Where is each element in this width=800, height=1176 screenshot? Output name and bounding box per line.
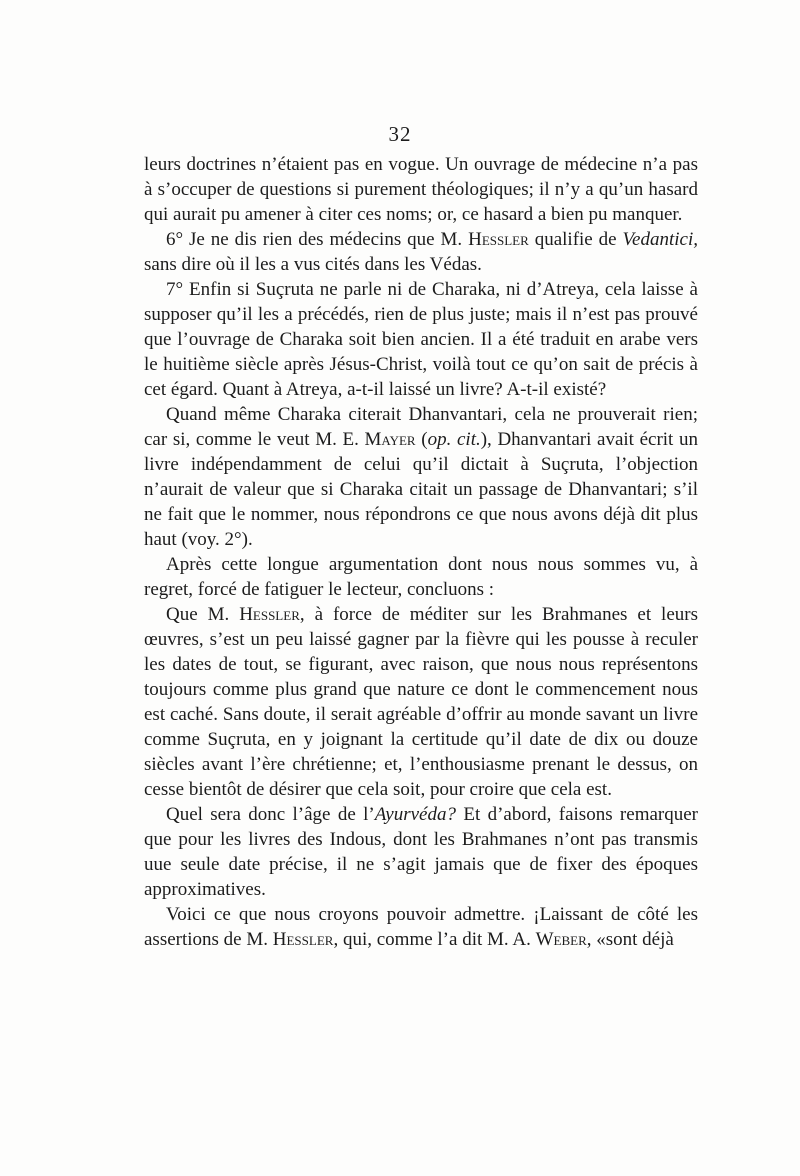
text-run: Quel sera donc l’âge de l’ — [166, 804, 375, 825]
paragraph — [144, 227, 698, 277]
author-name: Hessler — [239, 604, 300, 625]
italic-term: Ayurvéda? — [374, 804, 456, 825]
text-run: Quand même Charaka citerait Dhanvantari, cela ne prouverait rien; car si, comme le veut M. E. — [144, 404, 698, 450]
paragraph — [144, 402, 698, 552]
text-run: Et d’abord, faisons remarquer que pour les livres des Indous, dont les Brahmanes n’ont pas transmis uue seule date précise, il ne s’agit jamais que de fixer des époques approximatives. — [144, 804, 698, 900]
paragraph — [144, 552, 698, 602]
italic-term: Vedantici, — [622, 229, 698, 250]
paragraph — [144, 152, 698, 227]
text-run: leurs doctrines n’étaient pas en vogue. Un ouvrage de médecine n’a pas à s’occuper de questions si purement théologiques; il n’y a qu’un hasard qui aurait pu amener à citer ces noms; or, ce hasard a bien pu manquer. — [144, 154, 698, 225]
author-name: Hessler — [468, 229, 529, 250]
author-name: Weber — [535, 929, 587, 950]
paragraph — [144, 602, 698, 802]
text-run: 6° Je ne dis rien des médecins que M. — [166, 229, 469, 250]
author-name: Mayer — [364, 429, 416, 450]
page-number: 32 — [388, 122, 412, 146]
text-run: qualifie de — [528, 229, 623, 250]
italic-term: op. cit. — [427, 429, 481, 450]
text-run: ( — [415, 429, 428, 450]
text-run: Après cette longue argumentation dont nous nous sommes vu, à regret, forcé de fatiguer le lecteur, concluons : — [144, 554, 698, 600]
paragraph — [144, 902, 698, 952]
text-run: Voici ce que nous croyons pouvoir admettre. ¡Laissant de côté les assertions de M. — [144, 904, 698, 950]
author-name: Hessler — [272, 929, 334, 950]
text-run: 7° Enfin si Suçruta ne parle ni de Charaka, ni d’Atreya, cela laisse à supposer qu’il les a précédés, rien de plus juste; mais il n’est pas prouvé que l’ouvrage de Charaka soit bien ancien. Il a été traduit en arabe vers le huitième siècle après Jésus-Christ, voilà tout ce qu’on sait de précis à cet égard. Quant à Atreya, a-t-il laissé un livre? A-t-il existé? — [144, 279, 698, 400]
paragraph — [144, 802, 698, 902]
body-text — [144, 152, 698, 952]
text-run: , à force de méditer sur les Brahmanes et leurs œuvres, s’est un peu laissé gagner par la fièvre qui les pousse à reculer les dates de tout, se figurant, avec raison, que nous nous représentons toujours comme plus grand que nature ce dont le commencement nous est caché. Sans doute, il serait agréable d’offrir au monde savant un livre comme Suçruta, en y joignant la certitude qu’il date de dix ou douze siècles avant l’ère chrétienne; et, l’enthousiasme prenant le dessus, on cesse bientôt de désirer que cela soit, pour croire que cela est. — [144, 604, 698, 800]
text-run: , qui, comme l’a dit M. A. — [333, 929, 536, 950]
text-run: , «sont déjà — [586, 929, 674, 950]
text-run: sans dire où il les a vus cités dans les Védas. — [144, 254, 482, 275]
paragraph — [144, 277, 698, 402]
text-run: ), Dhanvantari avait écrit un livre indépendamment de celui qu’il dictait à Suçruta, l’objection n’aurait de valeur que si Charaka citait un passage de Dhanvantari; s’il ne fait que le nommer, nous répondrons ce que nous avons déjà dit plus haut (voy. 2°). — [144, 429, 698, 550]
text-run: Que M. — [166, 604, 240, 625]
